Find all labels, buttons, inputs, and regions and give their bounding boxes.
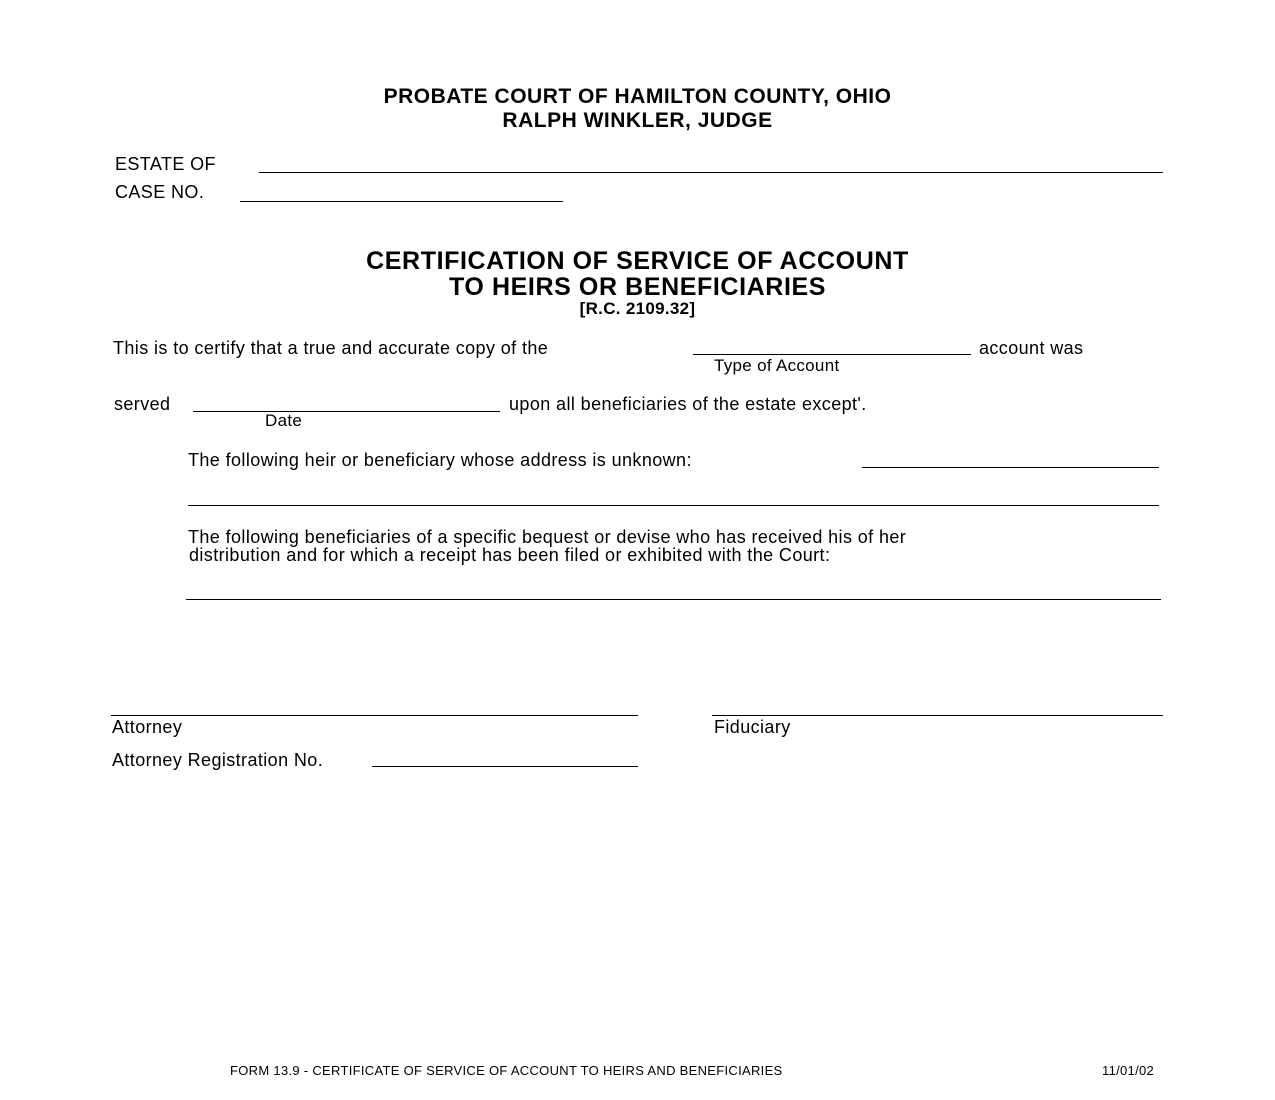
unknown-address-field[interactable]	[862, 467, 1159, 468]
registration-number-field[interactable]	[372, 766, 638, 767]
attorney-label: Attorney	[112, 717, 183, 737]
estate-label: ESTATE OF	[115, 154, 216, 174]
bequest-text-line2: distribution and for which a receipt has been filed or exhibited with the Court:	[189, 545, 831, 565]
estate-field[interactable]	[259, 172, 1163, 173]
account-type-field[interactable]	[693, 354, 971, 355]
attorney-signature-line[interactable]	[111, 715, 638, 716]
served-text: upon all beneficiaries of the estate except'.	[509, 394, 867, 414]
unknown-address-field-line2[interactable]	[188, 505, 1159, 506]
unknown-address-text: The following heir or beneficiary whose address is unknown:	[188, 450, 692, 470]
bequest-text-line1: The following beneficiaries of a specific bequest or devise who has received his of her	[188, 527, 907, 547]
form-title-line2: TO HEIRS OR BENEFICIARIES	[448, 273, 827, 301]
certify-text: This is to certify that a true and accurate copy of the	[113, 338, 549, 358]
certify-text-after: account was	[979, 338, 1084, 358]
fiduciary-label: Fiduciary	[714, 717, 791, 737]
served-date-field[interactable]	[193, 411, 500, 412]
registration-label: Attorney Registration No.	[112, 750, 324, 770]
judge-name: RALPH WINKLER, JUDGE	[502, 109, 773, 132]
court-name: PROBATE COURT OF HAMILTON COUNTY, OHIO	[383, 85, 892, 108]
account-type-caption: Type of Account	[714, 356, 840, 375]
case-label: CASE NO.	[115, 182, 205, 202]
statute-reference: [R.C. 2109.32]	[579, 299, 696, 318]
form-title-line1: CERTIFICATION OF SERVICE OF ACCOUNT	[366, 247, 909, 275]
case-number-field[interactable]	[240, 201, 563, 202]
fiduciary-signature-line[interactable]	[712, 715, 1163, 716]
bequest-field[interactable]	[186, 599, 1161, 600]
form-number-footer: FORM 13.9 - CERTIFICATE OF SERVICE OF ACCOUNT TO HEIRS AND BENEFICIARIES	[230, 1063, 783, 1078]
date-caption: Date	[265, 411, 303, 430]
served-label: served	[114, 394, 171, 414]
form-date-footer: 11/01/02	[1102, 1063, 1155, 1078]
